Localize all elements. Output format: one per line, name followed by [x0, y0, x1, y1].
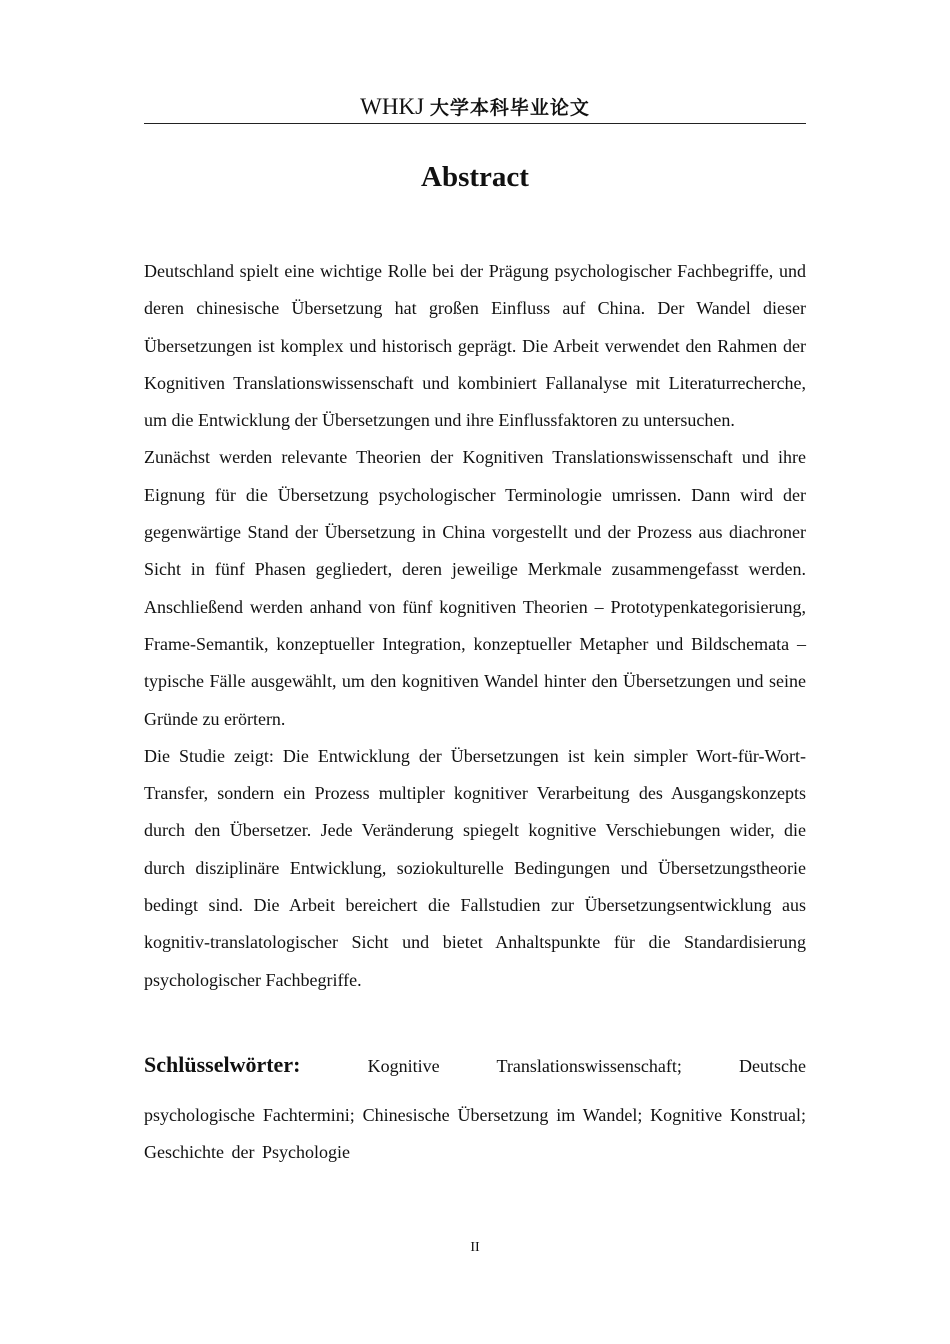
keywords-continuation: psychologische Fachtermini; Chinesische Übersetzung im Wandel; Kognitive Konstrual; Geschichte der Psychologie: [144, 1105, 806, 1162]
header-cjk: 大学本科毕业论文: [429, 97, 590, 119]
running-header: [144, 92, 806, 124]
keywords-section: [144, 1046, 806, 1171]
abstract-body: [144, 253, 806, 999]
page-number: II: [470, 1240, 480, 1255]
keywords-line1-text: Kognitive Translationswissenschaft; Deutsche: [367, 1056, 806, 1076]
abstract-title: Abstract: [421, 161, 529, 193]
keywords-label: Schlüsselwörter:: [144, 1052, 301, 1077]
abstract-paragraph-2: Zunächst werden relevante Theorien der Kognitiven Translationswissenschaft und ihre Eignung für die Übersetzung psychologischer Terminologie umrissen. Dann wird der gegenwärtige Stand der Übersetzung in China vorgestellt und der Prozess aus diachroner Sicht in fünf Phasen gegliedert, deren jeweilige Merkmale zusammengefasst werden. Anschließend werden anhand von fünf kognitiven Theorien – Prototypenkategorisierung, Frame-Semantik, konzeptueller Integration, konzeptueller Metapher und Bildschemata – typische Fälle ausgewählt, um den kognitiven Wandel hinter den Übersetzungen und seine Gründe zu erörtern.: [144, 447, 806, 729]
header-latin: WHKJ: [360, 94, 425, 119]
abstract-paragraph-1: Deutschland spielt eine wichtige Rolle bei der Prägung psychologischer Fachbegriffe, und deren chinesische Übersetzung hat großen Einfluss auf China. Der Wandel dieser Übersetzungen ist komplex und historisch geprägt. Die Arbeit verwendet den Rahmen der Kognitiven Translationswissenschaft und kombiniert Fallanalyse mit Literaturrecherche, um die Entwicklung der Übersetzungen und ihre Einflussfaktoren zu untersuchen.: [144, 261, 806, 431]
keywords-first-line: [144, 1046, 806, 1085]
abstract-paragraph-3: Die Studie zeigt: Die Entwicklung der Übersetzungen ist kein simpler Wort-für-Wort-Transfer, sondern ein Prozess multipler kognitiver Verarbeitung des Ausgangskonzepts durch den Übersetzer. Jede Veränderung spiegelt kognitive Verschiebungen wider, die durch disziplinäre Entwicklung, soziokulturelle Bedingungen und Übersetzungstheorie bedingt sind. Die Arbeit bereichert die Fallstudien zur Übersetzungsentwicklung aus kognitiv-translatologischer Sicht und bietet Anhaltspunkte für die Standardisierung psychologischer Fachbegriffe.: [144, 745, 806, 990]
